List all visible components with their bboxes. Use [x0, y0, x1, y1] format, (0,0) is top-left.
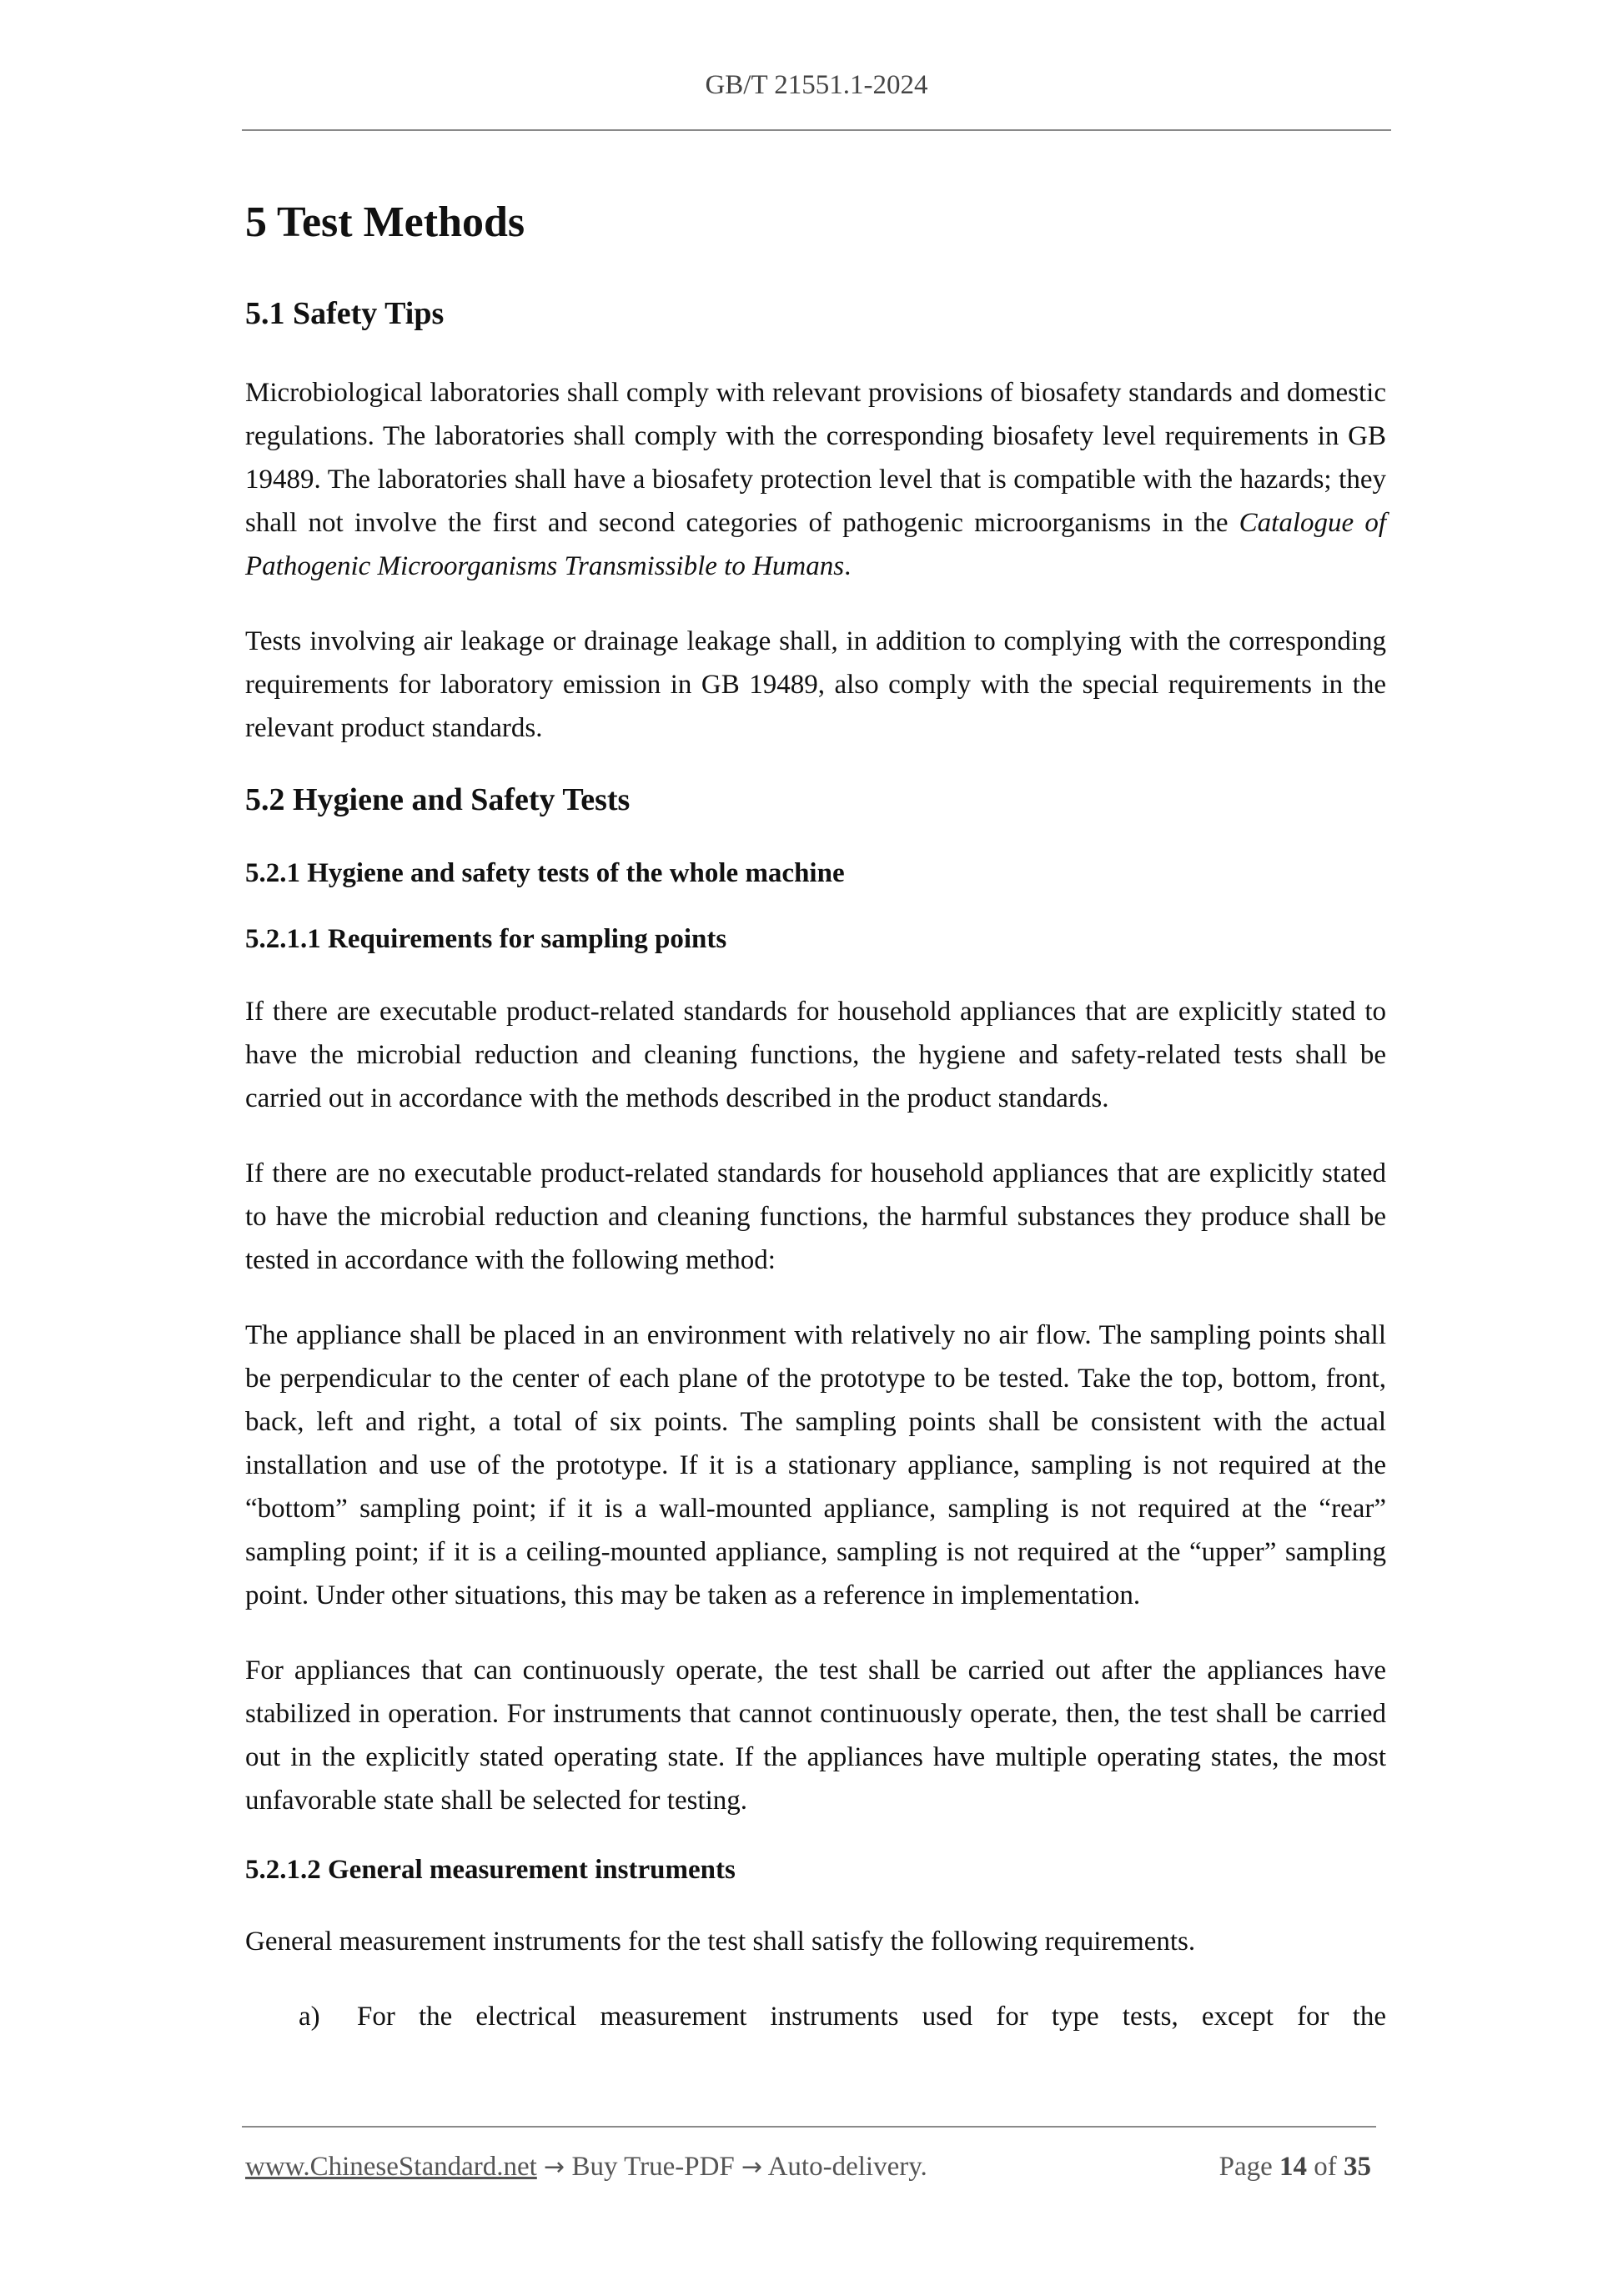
page-current: 14	[1279, 2152, 1307, 2182]
paragraph-5-1-leakage: Tests involving air leakage or drainage leakage shall, in addition to complying with the corresponding requirements for laboratory emission in GB 19489, also comply with the special requirements in the relevant product standards.	[245, 625, 1386, 743]
subsection-title-5-1: 5.1 Safety Tips	[245, 296, 445, 332]
delivery-text: Auto-delivery.	[767, 2152, 927, 2182]
list-item-a	[299, 1995, 1386, 2038]
paragraph-5-2-1-1-no-standards: If there are no executable product-related standards for household appliances that are explicitly stated to have the microbial reduction and cleaning functions, the harmful substances they produce shall be tested in accordance with the following method:	[245, 1158, 1386, 1275]
paragraph-5-2-1-2-intro: General measurement instruments for the test shall satisfy the following requirements.	[245, 1927, 1196, 1957]
subsection-title-5-2-1-1: 5.2.1.1 Requirements for sampling points	[245, 924, 727, 955]
page-total: 35	[1344, 2152, 1371, 2182]
paragraph-text-end: .	[844, 550, 852, 581]
page-footer	[245, 2152, 1371, 2183]
paragraph-5-1-biosafety	[245, 371, 1386, 588]
section-title: 5 Test Methods	[245, 198, 525, 246]
paragraph-5-2-1-1-sampling-points: The appliance shall be placed in an environment with relatively no air flow. The sampling points shall be perpendicular to the center of each plane of the prototype to be tested. Take the top, bottom, front, back, left and right, a total of six points. The sampling points shall be consistent with the actual installation and use of the prototype. If it is a stationary appliance, sampling is not required at the “bottom” sampling point; if it is a wall-mounted appliance, sampling is not required at the “rear” sampling point; if it is a ceiling-mounted appliance, sampling is not required at the “upper” sampling point. Under other situations, this may be taken as a reference in implementation.	[245, 1319, 1386, 1610]
paragraph-text: Microbiological laboratories shall comply with relevant provisions of biosafety standards and domestic regulations. The laboratories shall comply with the corresponding biosafety level requirements in GB 19489. The laboratories shall have a biosafety protection level that is compatible with the hazards; they shall not involve the first and second categories of pathogenic microorganisms in the	[245, 377, 1386, 538]
subsection-title-5-2: 5.2 Hygiene and Safety Tests	[245, 781, 631, 817]
catalogue-title: Catalogue of Pathogenic Microorganisms Transmissible to Humans	[245, 507, 1387, 581]
document-standard-id: GB/T 21551.1-2024	[705, 70, 928, 100]
page-of: of	[1314, 2152, 1337, 2182]
footer-promo	[245, 2152, 927, 2183]
buy-text: Buy True-PDF	[571, 2152, 735, 2182]
header-divider	[242, 129, 1391, 131]
paragraph-5-2-1-1-standards: If there are executable product-related standards for household appliances that are explicitly stated to have the microbial reduction and cleaning functions, the hygiene and safety-related tests shall be carried out in accordance with the methods described in the product standards.	[245, 996, 1386, 1113]
site-link[interactable]: www.ChineseStandard.net	[245, 2152, 537, 2182]
subsection-title-5-2-1-2: 5.2.1.2 General measurement instruments	[245, 1854, 736, 1885]
paragraph-5-2-1-1-operating-state: For appliances that can continuously operate, the test shall be carried out after the appliances have stabilized in operation. For instruments that cannot continuously operate, then, the test shall be carried out in the explicitly stated operating state. If the appliances have multiple operating states, the most unfavorable state shall be selected for testing.	[245, 1655, 1386, 1816]
subsection-title-5-2-1: 5.2.1 Hygiene and safety tests of the whole machine	[245, 857, 845, 888]
arrow-right-icon: →	[741, 2153, 763, 2182]
page-label: Page	[1219, 2152, 1273, 2182]
page-content	[245, 197, 1386, 2038]
arrow-right-icon: →	[544, 2153, 565, 2182]
list-item-text: For the electrical measurement instruments used for type tests, except for the	[357, 2002, 1386, 2032]
footer-divider	[242, 2126, 1376, 2128]
list-marker: a)	[299, 2002, 320, 2032]
page-indicator	[1219, 2152, 1371, 2183]
